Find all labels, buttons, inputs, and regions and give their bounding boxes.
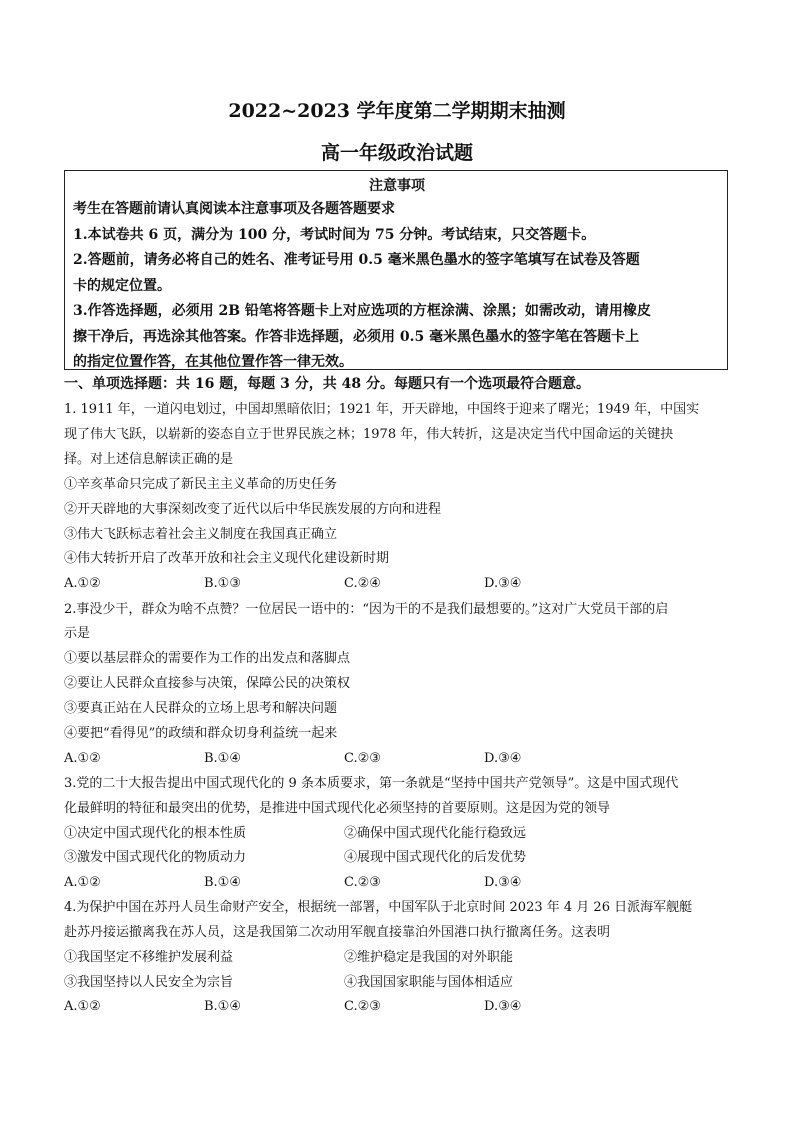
question-3-stem: 化最鲜明的特征和最突出的优势，是推进中国式现代化必须坚持的首要原则。这是因为党的领导 bbox=[64, 801, 611, 816]
question-2-item: ③要真正站在人民群众的立场上思考和解决问题 bbox=[64, 701, 338, 716]
question-3-option-a: A.①② bbox=[64, 875, 101, 890]
question-4-option-b: B.①④ bbox=[204, 999, 241, 1014]
notice-line: 2.答题前，请务必将自己的姓名、准考证号用 0.5 毫米黑色墨水的签字笔填写在试卷及答题 bbox=[73, 252, 640, 268]
question-1-option-b: B.①③ bbox=[204, 576, 241, 591]
question-3-item: ④展现中国式现代化的后发优势 bbox=[344, 850, 527, 865]
notice-line: 3.作答选择题，必须用 2B 铅笔将答题卡上对应选项的方框涂满、涂黑；如需改动，请用橡皮 bbox=[73, 303, 651, 319]
question-1-item: ④伟大转折开启了改革开放和社会主义现代化建设新时期 bbox=[64, 551, 390, 566]
notice-line: 的指定位置作答，在其他位置作答一律无效。 bbox=[73, 354, 353, 370]
exam-title: 2022~2023 学年度第二学期期末抽测 bbox=[228, 100, 566, 122]
question-4-item: ④我国国家职能与国体相适应 bbox=[344, 975, 514, 990]
notice-line: 擦干净后，再选涂其他答案。作答非选择题，必须用 0.5 毫米黑色墨水的签字笔在答题卡上 bbox=[73, 328, 640, 345]
question-1-option-a: A.①② bbox=[64, 576, 101, 591]
notice-line: 1.本试卷共 6 页，满分为 100 分，考试时间为 75 分钟。考试结束，只交答题卡。 bbox=[73, 226, 596, 243]
question-2-stem: 示是 bbox=[64, 626, 91, 641]
question-4-item: ①我国坚定不移维护发展利益 bbox=[64, 950, 234, 965]
question-1-option-d: D.③④ bbox=[484, 576, 522, 591]
question-1-item: ③伟大飞跃标志着社会主义制度在我国真正确立 bbox=[64, 527, 338, 542]
question-2-option-d: D.③④ bbox=[484, 751, 522, 766]
question-2-item: ①要以基层群众的需要作为工作的出发点和落脚点 bbox=[64, 651, 351, 666]
question-4-stem: 4.为保护中国在苏丹人员生命财产安全，根据统一部署，中国军队于北京时间 2023 年 4 月 26 日派海军舰艇 bbox=[64, 900, 693, 915]
question-4-stem: 赴苏丹接运撤离我在苏人员，这是我国第二次动用军舰直接靠泊外国港口执行撤离任务。这表明 bbox=[64, 925, 611, 940]
question-1-option-c: C.②④ bbox=[344, 576, 381, 591]
question-3-option-d: D.③④ bbox=[484, 875, 522, 890]
question-1-stem: 现了伟大飞跃，以崭新的姿态自立于世界民族之林；1978 年，伟大转折，这是决定当代中国命运的关键抉 bbox=[64, 427, 674, 442]
question-3-option-b: B.①④ bbox=[204, 875, 241, 890]
question-2-option-b: B.①④ bbox=[204, 751, 241, 766]
question-4-item: ③我国坚持以人民安全为宗旨 bbox=[64, 975, 234, 990]
question-2-option-c: C.②③ bbox=[344, 751, 381, 766]
question-1-stem: 择。对上述信息解读正确的是 bbox=[64, 452, 234, 467]
question-3-stem: 3.党的二十大报告提出中国式现代化的 9 条本质要求，第一条就是“坚持中国共产党领导”。这是中国式现代 bbox=[64, 776, 679, 791]
question-4-option-c: C.②③ bbox=[344, 999, 381, 1014]
question-2-item: ②要让人民群众直接参与决策，保障公民的决策权 bbox=[64, 676, 351, 691]
question-3-option-c: C.②③ bbox=[344, 875, 381, 890]
question-1-item: ①辛亥革命只完成了新民主主义革命的历史任务 bbox=[64, 477, 338, 492]
question-2-option-a: A.①② bbox=[64, 751, 101, 766]
notice-heading: 注意事项 bbox=[369, 178, 425, 194]
question-3-item: ②确保中国式现代化能行稳致远 bbox=[344, 826, 527, 841]
question-3-item: ①决定中国式现代化的根本性质 bbox=[64, 826, 247, 841]
section-heading: 一、单项选择题：共 16 题，每题 3 分，共 48 分。每题只有一个选项最符合题意。 bbox=[64, 376, 590, 392]
question-1-item: ②开天辟地的大事深刻改变了近代以后中华民族发展的方向和进程 bbox=[64, 502, 442, 517]
question-4-option-a: A.①② bbox=[64, 999, 101, 1014]
question-3-item: ③激发中国式现代化的物质动力 bbox=[64, 850, 247, 865]
question-4-option-d: D.③④ bbox=[484, 999, 522, 1014]
question-4-item: ②维护稳定是我国的对外职能 bbox=[344, 950, 514, 965]
notice-box bbox=[64, 170, 728, 370]
question-1-stem: 1. 1911 年，一道闪电划过，中国却黑暗依旧；1921 年，开天辟地，中国终于迎来了曙光；1949 年，中国实 bbox=[64, 402, 700, 417]
question-2-stem: 2.事没少干，群众为啥不点赞？一位居民一语中的：“因为干的不是我们最想要的。”这对广大党员干部的启 bbox=[64, 602, 669, 617]
notice-line: 卡的规定位置。 bbox=[73, 277, 171, 294]
notice-line: 考生在答题前请认真阅读本注意事项及各题答题要求 bbox=[73, 201, 395, 217]
question-2-item: ④要把“看得见”的政绩和群众切身利益统一起来 bbox=[64, 726, 338, 741]
exam-subtitle: 高一年级政治试题 bbox=[320, 142, 473, 164]
